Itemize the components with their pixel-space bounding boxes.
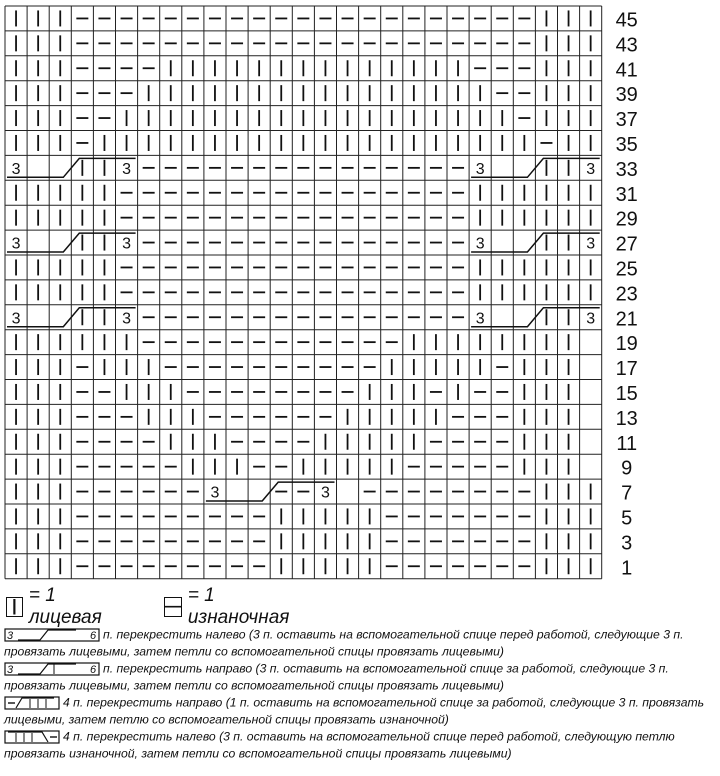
row-number: 19 (615, 333, 638, 356)
cable-number: 3 (475, 310, 485, 328)
row-number: 35 (615, 133, 638, 156)
cable-number: 3 (122, 310, 132, 328)
row-number: 29 (615, 208, 638, 231)
cable-number: 3 (122, 160, 132, 178)
row-number: 33 (615, 158, 638, 181)
cable-number: 3 (475, 235, 485, 253)
row-number: 39 (615, 84, 638, 107)
legend-purl (164, 585, 294, 628)
cable-number: 3 (122, 235, 132, 253)
row-number: 7 (621, 482, 633, 505)
cable-note-4: 4 п. перекрестить налево (3 п. оставить на вспомогательной спице перед работой, следующую петлю провязать изнаночной, затем петли со вспомогательной спицы провязать лицевыми) (4, 729, 675, 761)
cable-number: 3 (11, 235, 21, 253)
row-number: 21 (615, 308, 638, 331)
row-number: 9 (621, 457, 633, 480)
cable-number: 3 (586, 160, 596, 178)
svg-text:3: 3 (7, 663, 14, 676)
cable-number: 3 (586, 310, 596, 328)
cable-note-2: 3 6 п. перекрестить направо (3 п. оставить на вспомогательной спице за работой, следующие 3 п. провязать лицевыми, затем петли со вспомогательной спицы провязать лицевыми) (4, 661, 669, 693)
legend-knit (6, 585, 107, 628)
legend-purl-label: = 1 изнаночная (187, 585, 290, 628)
svg-text:3: 3 (7, 629, 14, 642)
svg-text:6: 6 (90, 663, 97, 676)
row-number: 1 (621, 557, 633, 580)
row-number: 13 (615, 407, 638, 430)
row-number: 3 (621, 532, 633, 555)
row-number: 37 (615, 109, 638, 132)
cable-number: 3 (586, 235, 596, 253)
row-number: 15 (615, 382, 638, 405)
cable-left-4-purl-icon (4, 730, 60, 744)
cable-number: 3 (475, 160, 485, 178)
cable-number: 3 (210, 484, 220, 502)
cable-note-3: 4 п. перекрестить направо (1 п. оставить на вспомогательной спице за работой, следующие 3 п. провязать лицевыми, затем петлю со вспомогательной спицы провязать изнаночной) (4, 695, 705, 727)
row-number: 31 (615, 183, 638, 206)
cable-number: 3 (11, 160, 21, 178)
cable-left-6-icon (4, 628, 100, 642)
cable-right-4-purl-icon (4, 696, 60, 710)
row-number: 11 (616, 432, 638, 455)
knit-symbol-icon: | (6, 597, 23, 617)
row-number: 27 (615, 233, 638, 256)
row-number: 5 (621, 507, 633, 530)
cable-right-6-icon (4, 662, 100, 676)
svg-text:6: 6 (90, 629, 97, 642)
row-number: 45 (615, 9, 638, 32)
legend-knit-label: = 1 лицевая (28, 585, 102, 628)
purl-symbol-icon: — (165, 596, 182, 615)
cable-number: 3 (11, 310, 21, 328)
row-number: 17 (615, 358, 638, 381)
row-number: 43 (615, 34, 638, 57)
row-number: 41 (615, 59, 638, 82)
cable-number: 3 (320, 484, 330, 502)
cable-note-1: 3 6 п. перекрестить налево (3 п. оставить на вспомогательной спице перед работой, следующие 3 п. провязать лицевыми, затем петли со вспомогательной спицы провязать лицевыми) (4, 627, 684, 659)
row-number: 23 (615, 283, 638, 306)
row-number: 25 (615, 258, 638, 281)
